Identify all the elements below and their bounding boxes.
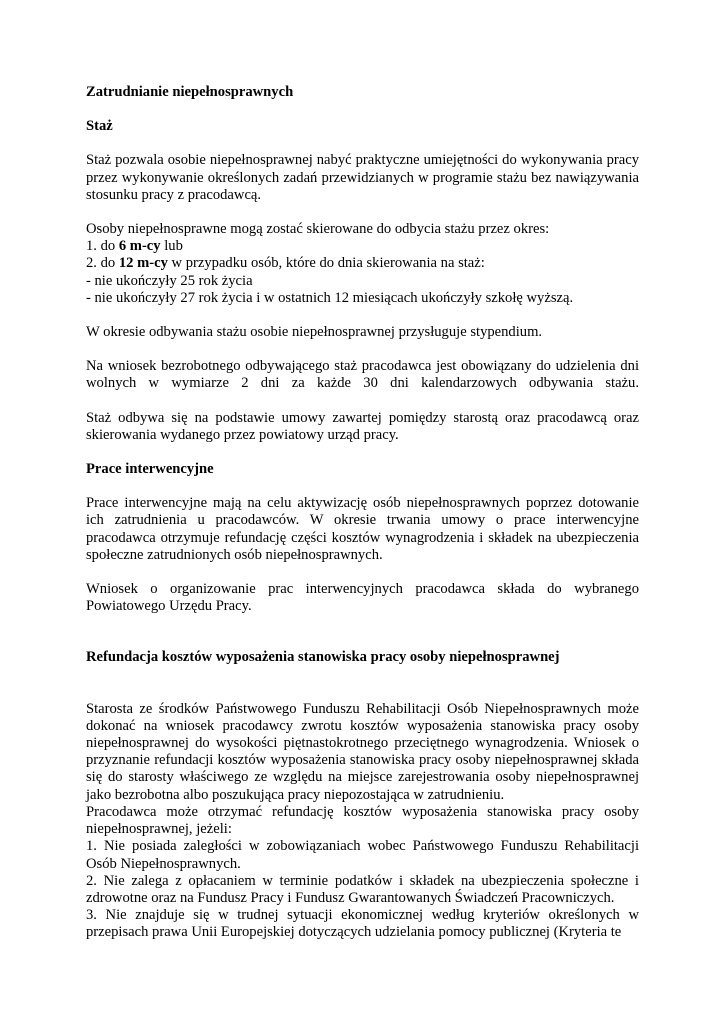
document-title: Zatrudnianie niepełnosprawnych: [86, 84, 294, 100]
staz-condition-1: - nie ukończyły 25 rok życia: [86, 272, 253, 289]
section-heading-staz: Staż: [86, 118, 113, 135]
staz-paragraph-3: W okresie odbywania stażu osobie niepełnosprawnej przysługuje stypendium.: [86, 324, 543, 341]
refundacja-paragraph-2: Pracodawca może otrzymać refundację kosztów wyposażenia stanowiska pracy osoby niepełnosprawnej, jeżeli:: [86, 803, 639, 838]
staz-duration-list: [86, 221, 639, 307]
staz-condition-2: - nie ukończyły 27 rok życia i w ostatnich 12 miesiącach ukończyły szkołę wyższą.: [86, 289, 574, 306]
staz-paragraph-4: Na wniosek bezrobotnego odbywającego staż pracodawca jest obowiązany do udzielenia dni wolnych w wymiarze 2 dni za każde 30 dni kalendarzowych odbywania stażu.: [86, 358, 639, 392]
prace-paragraph-1: Prace interwencyjne mają na celu aktywizację osób niepełnosprawnych poprzez dotowanie ich zatrudnienia u pracodawców. W okresie trwania umowy o prace interwencyjne pracodawca otrzymuje refundację części kosztów wynagrodzenia i składek na ubezpieczenia społeczne zatrudnionych osób niepełnosprawnych.: [86, 495, 639, 563]
refundacja-condition-1: 1. Nie posiada zaległości w zobowiązaniach wobec Państwowego Funduszu Rehabilitacji Osób Niepełnosprawnych.: [86, 838, 639, 872]
refundacja-condition-3: 3. Nie znajduje się w trudnej sytuacji ekonomicznej według kryteriów określonych w przepisach prawa Unii Europejskiej dotyczących udzielania pomocy publicznej (Kryteria te: [86, 907, 639, 941]
staz-paragraph-1: Staż pozwala osobie niepełnosprawnej nabyć praktyczne umiejętności do wykonywania pracy przez wykonywanie określonych zadań przewidzianych w programie stażu bez nawiązywania stosunku pracy z pracodawcą.: [86, 152, 639, 203]
staz-option-1: 1. do 6 m-cy lub: [86, 238, 183, 255]
section-heading-refundacja: Refundacja kosztów wyposażenia stanowiska pracy osoby niepełnosprawnej: [86, 649, 560, 666]
refundacja-paragraph-1: Starosta ze środków Państwowego Funduszu Rehabilitacji Osób Niepełnosprawnych może dokonać na wniosek pracodawcy zwrotu kosztów wyposażenia stanowiska pracy osoby niepełnosprawnej do wysokości piętnastokrotnego przeciętnego wynagrodzenia. Wniosek o przyznanie refundacji kosztów wyposażenia stanowiska pracy osoby niepełnosprawnej składa się do starosty właściwego ze względu na miejsce zarejestrowania osoby niepełnosprawnej jako bezrobotna albo poszukująca pracy niepozostająca w zatrudnieniu.: [86, 700, 639, 803]
staz-option-2: 2. do 12 m-cy w przypadku osób, które do dnia skierowania na staż:: [86, 255, 485, 272]
refundacja-condition-2: 2. Nie zalega z opłacaniem w terminie podatków i składek na ubezpieczenia społeczne i zdrowotne oraz na Fundusz Pracy i Fundusz Gwarantowanych Świadczeń Pracowniczych.: [86, 872, 639, 906]
prace-paragraph-2: Wniosek o organizowanie prac interwencyjnych pracodawca składa do wybranego Powiatowego Urzędu Pracy.: [86, 581, 639, 615]
staz-paragraph-5: Staż odbywa się na podstawie umowy zawartej pomiędzy starostą oraz pracodawcą oraz skierowania wydanego przez powiatowy urząd pracy.: [86, 409, 639, 443]
section-heading-prace: Prace interwencyjne: [86, 461, 214, 478]
staz-duration-intro: Osoby niepełnosprawne mogą zostać skierowane do odbycia stażu przez okres:: [86, 221, 550, 238]
